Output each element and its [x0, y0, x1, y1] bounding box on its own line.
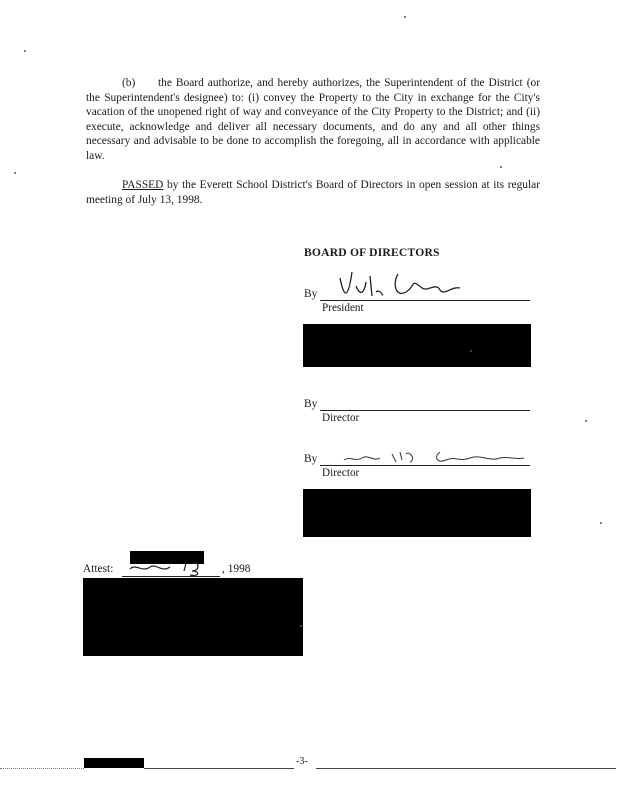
signature-by-label: By	[304, 453, 318, 465]
handwritten-attest-date	[126, 559, 222, 577]
scan-speck	[24, 50, 26, 52]
passed-paragraph	[86, 178, 540, 207]
signature-title-president: President	[322, 302, 364, 314]
passed-lead: PASSED	[122, 179, 164, 191]
handwritten-signature-director-2	[340, 446, 526, 468]
footer-line-middle	[144, 768, 294, 769]
redaction-box	[303, 489, 531, 537]
paragraph-b	[86, 76, 540, 164]
redaction-box	[83, 578, 303, 656]
redaction-box	[303, 324, 531, 367]
redaction-box	[84, 758, 144, 768]
scan-speck	[470, 350, 472, 352]
scan-speck	[500, 166, 502, 168]
page-number: -3-	[296, 756, 308, 767]
signature-line	[320, 410, 530, 411]
passed-text: by the Everett School District's Board of Directors in open session at its regular meeting of July 13, 1998.	[86, 179, 540, 206]
signature-by-label: By	[304, 398, 318, 410]
paragraph-label: (b)	[122, 77, 136, 89]
board-of-directors-heading: BOARD OF DIRECTORS	[304, 246, 440, 259]
attest-year: , 1998	[222, 563, 251, 575]
scan-speck	[300, 625, 302, 627]
attest-label: Attest:	[83, 563, 114, 575]
footer-line-right	[316, 768, 616, 769]
handwritten-signature-president	[336, 268, 466, 302]
scan-speck	[600, 522, 602, 524]
scan-speck	[14, 172, 16, 174]
scan-speck	[585, 420, 587, 422]
footer-line-left	[0, 768, 84, 769]
signature-by-label: By	[304, 288, 318, 300]
signature-title-director-2: Director	[322, 467, 360, 479]
scan-speck	[404, 16, 406, 18]
signature-title-director-1: Director	[322, 412, 360, 424]
paragraph-b-text: the Board authorize, and hereby authorizes, the Superintendent of the District (or the Superintendent's designee) to: (i) convey the Property to the City in exchange for the City's vacation of the unopened right of way and conveyance of the City Property to the District; and (ii) execute, acknowledge and deliver all necessary documents, and do any and all other things necessary and advisable to be done to accomplish the foregoing, all in accordance with applicable law.	[86, 77, 540, 162]
